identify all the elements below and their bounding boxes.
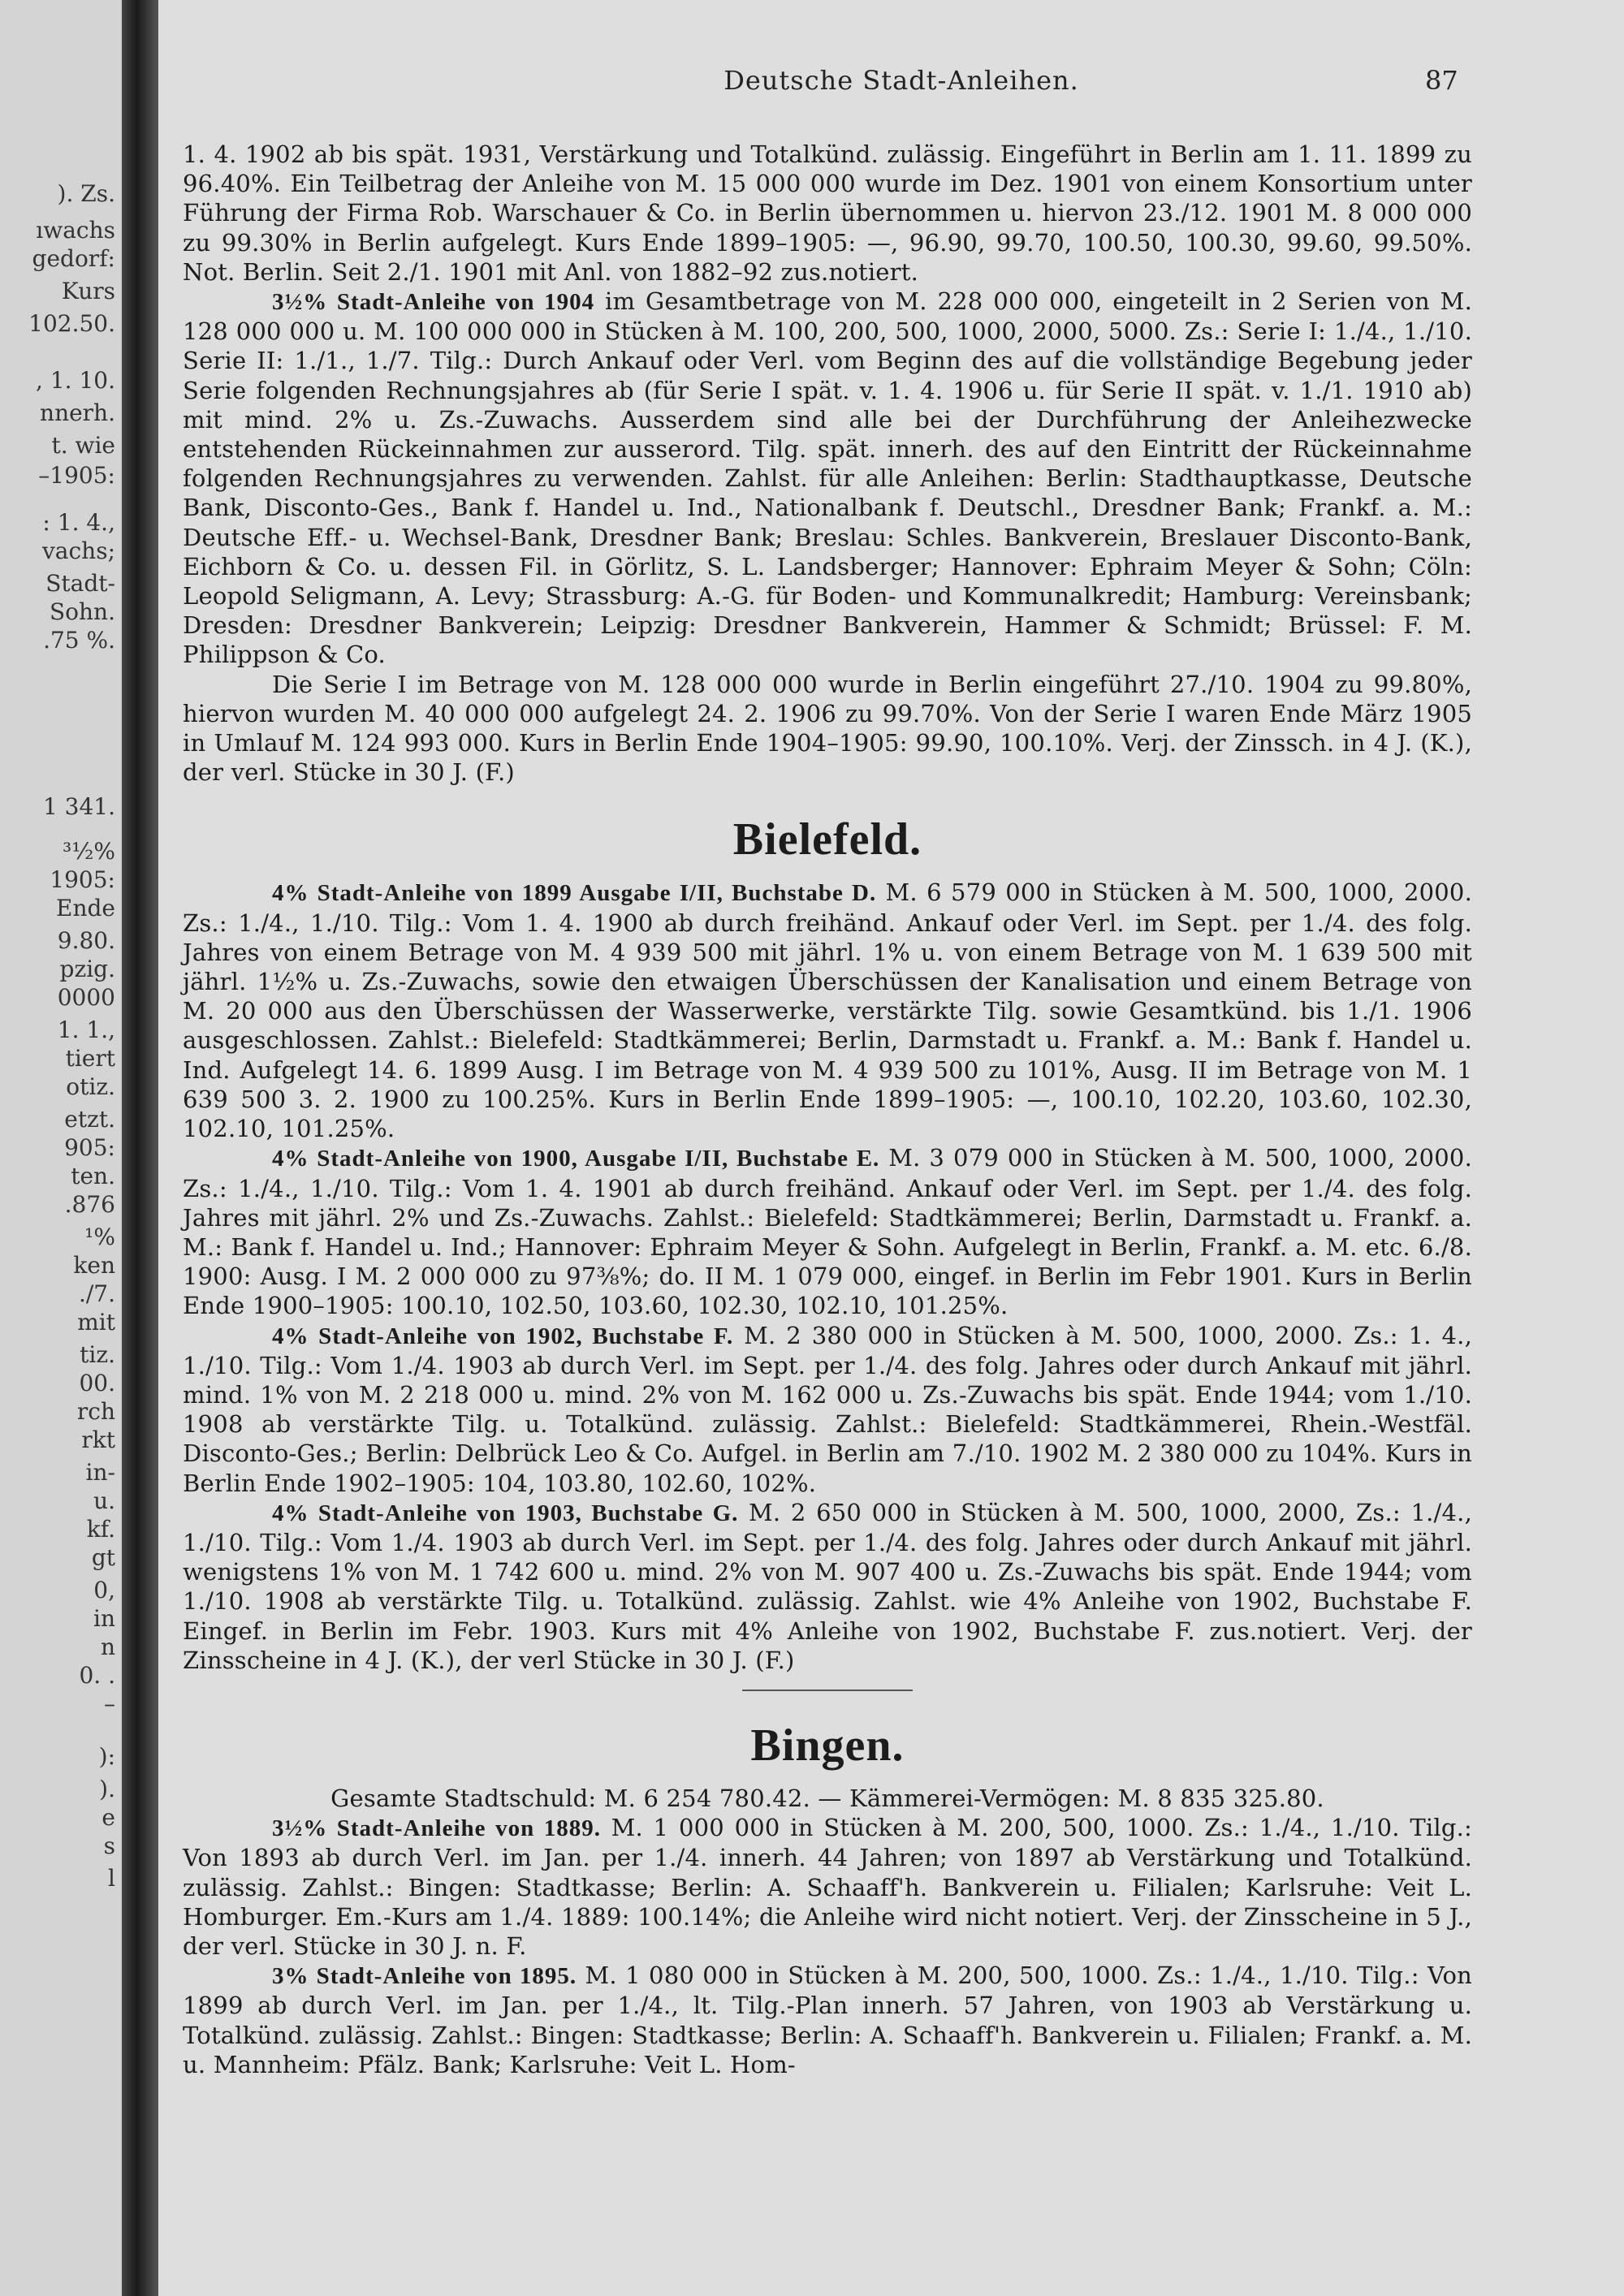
left-page-text-fragment: rch bbox=[76, 1398, 115, 1425]
left-page-text-fragment: tiert bbox=[65, 1045, 115, 1072]
left-page-text-fragment: 0, bbox=[93, 1577, 115, 1603]
bielefeld-loan-1900 bbox=[183, 1143, 1472, 1320]
bielefeld-loan-1902 bbox=[183, 1321, 1472, 1498]
left-page-text-fragment: tiz. bbox=[80, 1341, 115, 1368]
left-page-text-fragment: 102.50. bbox=[28, 310, 115, 337]
left-page-text-fragment: ³½% bbox=[63, 838, 115, 865]
left-page-text-fragment: ). Zs. bbox=[57, 180, 115, 207]
left-page-text-fragment: 1. 1., bbox=[57, 1016, 115, 1043]
section-divider bbox=[742, 1690, 913, 1691]
left-page-text-fragment: rkt bbox=[81, 1426, 115, 1453]
left-page-text-fragment: Stadt- bbox=[45, 570, 115, 597]
left-page-text-fragment: 1 341. bbox=[42, 793, 115, 820]
left-page-text-fragment: 00. bbox=[79, 1370, 115, 1396]
page-content bbox=[183, 140, 1472, 2079]
loan-text: im Gesamtbetrage von M. 228 000 000, eingeteilt in 2 Serien von M. 128 000 000 u. M. 100 000 000 in Stücken à M. 100, 200, 500, 1000, 2000, 5000. Zs.: Serie I: 1./4., 1./10. Serie II: 1./1., 1./7. Tilg.: Durch Ankauf oder Verl. vom Beginn des auf die vollständige Begebung jeder Serie folgenden Rechnungsjahres ab (für Serie I spät. v. 1. 4. 1906 u. für Serie II spät. v. 1./1. 1910 ab) mit mind. 2% u. Zs.-Zuwachs. Ausserdem sind alle bei der Durchführung der Anleihezwecke entstehenden Rückeinnahmen zur ausserord. Tilg. spät. innerh. des auf den Eintritt der Rückeinnahme folgenden Rechnungsjahres zu verwenden. Zahlst. für alle Anleihen: Berlin: Stadthauptkasse, Deutsche Bank, Disconto-Ges., Bank f. Handel u. Ind., Nationalbank f. Deutschl., Dresdner Bank; Frankf. a. M.: Deutsche Eff.- u. Wechsel-Bank, Dresdner Bank; Breslau: Schles. Bankverein, Breslauer Disconto-Bank, Eichborn & Co. u. dessen Fil. in Görlitz, S. L. Landsberger; Hannover: Ephraim Meyer & Sohn; Cöln: Leopold Seligmann, A. Levy; Strassburg: A.-G. für Boden- und Kommunalkredit; Hamburg: Vereinsbank; Dresden: Dresdner Bankverein; Leipzig: Dresdner Bankverein, Hammer & Schmidt; Brüssel: F. M. Philippson & Co. bbox=[183, 287, 1472, 669]
left-page-text-fragment: Sohn. bbox=[49, 598, 115, 625]
left-page-text-fragment: ./7. bbox=[78, 1280, 115, 1307]
left-page-text-fragment: 1905: bbox=[50, 866, 115, 893]
loan-text: M. 2 380 000 in Stücken à M. 500, 1000, 2000. Zs.: 1. 4., 1./10. Tilg.: Vom 1./4. 1903 ab durch Verl. im Sept. per 1./4. des folg. Jahres oder durch Ankauf mit jährl. mind. 1% von M. 2 218 000 u. mind. 2% von M. 162 000 u. Zs.-Zuwachs bis spät. Ende 1944; vom 1./10. 1908 ab verstärkte Tilg. u. Totalkünd. zulässig. Zahlst.: Bielefeld: Stadtkämmerei, Rhein.-Westfäl. Disconto-Ges.; Berlin: Delbrück Leo & Co. Aufgel. in Berlin am 7./10. 1902 M. 2 380 000 zu 104%. Kurs in Berlin Ende 1902–1905: 104, 103.80, 102.60, 102%. bbox=[183, 1321, 1473, 1497]
berlin-1904-series-paragraph: Die Serie I im Betrage von M. 128 000 000 wurde in Berlin eingeführt 27./10. 1904 zu 99.80%, hiervon wurden M. 40 000 000 aufgelegt 24. 2. 1906 zu 99.70%. Von der Serie I waren Ende März 1905 in Umlauf M. 124 993 000. Kurs in Berlin Ende 1904–1905: 99.90, 100.10%. Verj. der Zinssch. in 4 J. (K.), der verl. Stücke in 30 J. (F.) bbox=[183, 670, 1472, 787]
loan-text: M. 2 650 000 in Stücken à M. 500, 1000, 2000, Zs.: 1./4., 1./10. Tilg.: Vom 1./4. 1903 ab durch Verl. im Sept. per 1./4. des folg. Jahres oder durch Ankauf mit jährl. wenigstens 1% von M. 1 742 600 u. mind. 2% von M. 907 400 u. Zs.-Zuwachs bis spät. Ende 1944; vom 1./10. 1908 ab verstärkte Tilg. u. Totalkünd. zulässig. Zahlst. wie 4% Anleihe von 1902, Buchstabe F. Eingef. in Berlin im Febr. 1903. Kurs mit 4% Anleihe von 1902, Buchstabe F. zus.notiert. Verj. der Zinsscheine in 4 J. (K.), der verl Stücke in 30 J. (F.) bbox=[183, 1498, 1472, 1674]
page-number: 87 bbox=[1425, 65, 1458, 96]
bingen-debt-summary: Gesamte Stadtschuld: M. 6 254 780.42. — Kämmerei-Vermögen: M. 8 835 325.80. bbox=[330, 1784, 1324, 1812]
left-page-text-fragment: 0000 bbox=[57, 984, 115, 1011]
loan-lead: 3½% Stadt-Anleihe von 1904 bbox=[272, 289, 595, 316]
left-page-text-fragment: kf. bbox=[86, 1516, 115, 1543]
left-page-text-fragment: Kurs bbox=[61, 278, 115, 304]
left-page-text-fragment: , 1. 10. bbox=[36, 367, 115, 394]
left-page-text-fragment: mit bbox=[77, 1309, 115, 1336]
left-page-text-fragment: e bbox=[102, 1804, 115, 1831]
left-page-text-fragment: in- bbox=[85, 1459, 115, 1486]
left-page-text-fragment: 9.80. bbox=[57, 927, 115, 954]
city-heading-bingen: Bingen. bbox=[750, 1720, 905, 1771]
left-page-text-fragment: vachs; bbox=[41, 537, 115, 564]
left-page-text-fragment: 0. . bbox=[79, 1662, 115, 1689]
city-heading-bielefeld: Bielefeld. bbox=[732, 814, 922, 865]
left-page-text-fragment: etzt. bbox=[64, 1106, 115, 1133]
left-page-text-fragment: – bbox=[104, 1690, 115, 1717]
left-page-text-fragment: : 1. 4., bbox=[42, 509, 115, 536]
loan-lead: 4% Stadt-Anleihe von 1900, Ausgabe I/II, Buchstabe E. bbox=[272, 1146, 880, 1172]
bingen-loan-1895 bbox=[183, 1961, 1472, 2079]
berlin-1904-loan-paragraph bbox=[183, 287, 1472, 670]
left-page-text-fragment: l bbox=[108, 1865, 115, 1892]
left-page-text-fragment: .876 bbox=[64, 1191, 115, 1218]
left-page-text-fragment: ken bbox=[73, 1252, 115, 1279]
left-page-text-fragment: gt bbox=[91, 1544, 115, 1571]
loan-lead: 4% Stadt-Anleihe von 1902, Buchstabe F. bbox=[272, 1323, 734, 1349]
bingen-loan-1889 bbox=[183, 1813, 1472, 1961]
left-page-text-fragment: otiz. bbox=[66, 1073, 115, 1100]
bielefeld-loan-1903 bbox=[183, 1498, 1472, 1675]
left-page-text-fragment: ¹% bbox=[84, 1224, 115, 1250]
left-page-text-fragment: 905: bbox=[64, 1134, 115, 1161]
loan-text: M. 1 000 000 in Stücken à M. 200, 500, 1000. Zs.: 1./4., 1./10. Tilg.: Von 1893 ab durch Verl. im Jan. per 1./4. innerh. 44 Jahren; von 1897 ab Verstärkung und Totalkünd. zulässig. Zahlst.: Bingen: Stadtkasse; Berlin: A. Schaaff'h. Bankverein u. Filialen; Karlsruhe: Veit L. Homburger. Em.-Kurs am 1./4. 1889: 100.14%; die Anleihe wird nicht notiert. Verj. der Zinsscheine in 5 J., der verl. Stücke in 30 J. n. F. bbox=[183, 1814, 1472, 1960]
left-page-text-fragment: s bbox=[103, 1832, 115, 1859]
loan-text: M. 3 079 000 in Stücken à M. 500, 1000, 2000. Zs.: 1./4., 1./10. Tilg.: Vom 1. 4. 1901 ab durch freihänd. Ankauf oder Verl. im Sept. per 1./4. des folg. Jahres mit jährl. 2% und Zs.-Zuwachs. Zahlst.: Bielefeld: Stadtkämmerei; Berlin, Darmstadt u. Frankf. a. M.: Bank f. Handel u. Ind.; Hannover: Ephraim Meyer & Sohn. Aufgelegt in Berlin, Frankf. a. M. etc. 6./8. 1900: Ausg. I M. 2 000 000 zu 97⅜%; do. II M. 1 079 000, eingef. in Berlin im Febr 1901. Kurs in Berlin Ende 1900–1905: 100.10, 102.50, 103.60, 102.30, 102.10, 101.25%. bbox=[183, 1144, 1472, 1320]
left-page-text-fragment: .75 %. bbox=[43, 627, 115, 654]
left-page-text-fragment: nnerh. bbox=[40, 399, 115, 426]
berlin-continuation-paragraph: 1. 4. 1902 ab bis spät. 1931, Verstärkung und Totalkünd. zulässig. Eingeführt in Berlin am 1. 11. 1899 zu 96.40%. Ein Teilbetrag der Anleihe von M. 15 000 000 wurde im Dez. 1901 von einem Konsortium unter Führung der Firma Rob. Warschauer & Co. in Berlin übernommen u. hiervon 23./12. 1901 M. 8 000 000 zu 99.30% in Berlin aufgelegt. Kurs Ende 1899–1905: —, 96.90, 99.70, 100.50, 100.30, 99.60, 99.50%. Not. Berlin. Seit 2./1. 1901 mit Anl. von 1882–92 zus.notiert. bbox=[183, 140, 1472, 286]
left-page-text-fragment: u. bbox=[93, 1487, 115, 1514]
left-page-text-fragment: Ende bbox=[56, 895, 115, 921]
loan-lead: 4% Stadt-Anleihe von 1903, Buchstabe G. bbox=[272, 1500, 739, 1526]
running-header-title: Deutsche Stadt-Anleihen. bbox=[723, 65, 1079, 96]
loan-text: M. 1 080 000 in Stücken à M. 200, 500, 1000. Zs.: 1./4., 1./10. Tilg.: Von 1899 ab durch Verl. im Jan. per 1./4., lt. Tilg.-Plan innerh. 57 Jahren, von 1903 ab Verstärkung u. Totalkünd. zulässig. Zahlst.: Bingen: Stadtkasse; Berlin: A. Schaaff'h. Bankverein u. Filialen; Frankf. a. M. u. Mannheim: Pfälz. Bank; Karlsruhe: Veit L. Hom- bbox=[183, 1962, 1473, 2078]
left-page-text-fragment: pzig. bbox=[59, 956, 115, 982]
left-page-text-fragment: ). bbox=[99, 1776, 115, 1802]
left-page-edge bbox=[0, 0, 122, 2296]
book-gutter bbox=[122, 0, 158, 2296]
left-page-text-fragment: gedorf: bbox=[32, 245, 115, 272]
loan-lead: 3½% Stadt-Anleihe von 1889. bbox=[272, 1815, 601, 1842]
left-page-text-fragment: –1905: bbox=[38, 462, 115, 489]
bielefeld-loan-1899 bbox=[183, 878, 1472, 1143]
left-page-text-fragment: ıwachs bbox=[36, 217, 115, 244]
left-page-text-fragment: t. wie bbox=[51, 432, 115, 459]
loan-lead: 4% Stadt-Anleihe von 1899 Ausgabe I/II, Buchstabe D. bbox=[272, 880, 877, 907]
loan-lead: 3% Stadt-Anleihe von 1895. bbox=[272, 1963, 577, 1990]
loan-text: M. 6 579 000 in Stücken à M. 500, 1000, 2000. Zs.: 1./4., 1./10. Tilg.: Vom 1. 4. 1900 ab durch freihänd. Ankauf oder Verl. im Sept. per 1./4. des folg. Jahres von einem Betrage von M. 4 939 500 mit jährl. 1% u. von einem Betrage von M. 1 639 500 mit jährl. 1½% u. Zs.-Zuwachs, sowie den etwaigen Überschüssen der Kanalisation und einem Betrage von M. 20 000 aus den Überschüssen der Wasserwerke, verstärkte Tilg. sowie Gesamtkünd. bis 1./1. 1906 ausgeschlossen. Zahlst.: Bielefeld: Stadtkämmerei; Berlin, Darmstadt u. Frankf. a. M.: Bank f. Handel u. Ind. Aufgelegt 14. 6. 1899 Ausg. I im Betrage von M. 4 939 500 zu 101%, Ausg. II im Betrage von M. 1 639 500 3. 2. 1900 zu 100.25%. Kurs in Berlin Ende 1899–1905: —, 100.10, 102.20, 103.60, 102.30, 102.10, 101.25%. bbox=[183, 878, 1472, 1143]
left-page-text-fragment: in bbox=[93, 1605, 115, 1632]
left-page-text-fragment: n bbox=[100, 1634, 115, 1660]
left-page-text-fragment: ten. bbox=[71, 1163, 115, 1189]
left-page-text-fragment: ): bbox=[98, 1743, 115, 1770]
